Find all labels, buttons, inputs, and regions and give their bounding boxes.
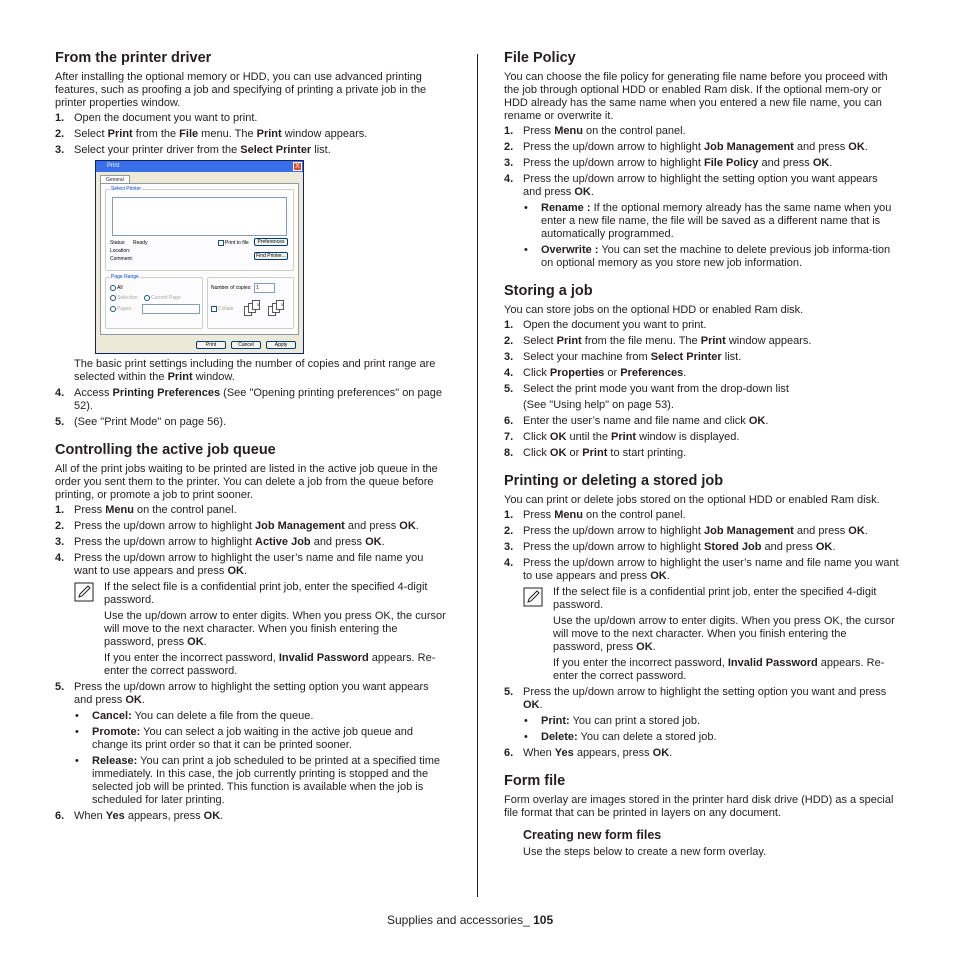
note-paragraph: If you enter the incorrect password, Invalid Password appears. Re-enter the correct password. [104, 652, 436, 677]
step-item: 2. Press the up/down arrow to highlight Job Management and press OK. [55, 520, 419, 532]
step-number: 5. [55, 416, 65, 428]
step-number: 5. [504, 383, 514, 395]
dialog-title: Print [107, 163, 120, 169]
step-item: 4. Press the up/down arrow to highlight the user’s name and file name you want to use appears and press OK. [55, 552, 424, 577]
bullet-icon: • [524, 202, 528, 214]
all-radio[interactable] [110, 285, 116, 291]
printer-driver-steps-2 [55, 387, 447, 429]
dialog-panel [100, 183, 299, 335]
print-button[interactable]: Print [196, 341, 226, 349]
collate-checkbox[interactable] [211, 306, 217, 312]
bullet-icon: • [75, 710, 79, 722]
step-number: 2. [55, 520, 65, 532]
section-title-stored-job: Printing or deleting a stored job [504, 473, 724, 489]
step-number: 4. [55, 552, 65, 564]
location-label: Location: [110, 248, 131, 254]
step-number: 6. [504, 415, 514, 427]
note-paragraph: If the select file is a confidential print job, enter the specified 4-digit password. [553, 586, 877, 611]
step-item: 5. Select the print mode you want from the drop-down list [504, 383, 789, 395]
pages-radio[interactable] [110, 306, 116, 312]
storing-job-step5-sub: (See "Using help" on page 53). [523, 399, 674, 411]
select-printer-group [105, 186, 294, 271]
step-number: 4. [504, 367, 514, 379]
step-item: 4. Press the up/down arrow to highlight the setting option you want appears and press OK. [504, 173, 878, 198]
footer-chapter: Supplies and accessories_ [387, 913, 534, 927]
step-number: 2. [504, 525, 514, 537]
note-paragraph: If the select file is a confidential print job, enter the specified 4-digit password. [104, 581, 428, 606]
bullet-item: • Overwrite : You can set the machine to delete previous job informa-tion on optional memory as you store new job information. [524, 244, 891, 269]
step-item: 7. Click OK until the Print window is displayed. [504, 431, 740, 443]
note-paragraph: Use the up/down arrow to enter digits. When you press OK, the cursor will move to the next character. When you finish entering the password, press OK. [104, 610, 446, 648]
bullet-item: • Promote: You can select a job waiting in the active job queue and change its print order so that it can be printed sooner. [75, 726, 414, 751]
step-number: 3. [55, 536, 65, 548]
step-item: 4. Access Printing Preferences (See "Opening printing preferences" on page 52). [55, 387, 442, 412]
section-title-form-file: Form file [504, 773, 566, 789]
current-page-radio[interactable] [144, 295, 150, 301]
stored-job-step-6 [504, 747, 899, 760]
status-label: Status: [110, 240, 126, 246]
bullet-icon: • [75, 755, 79, 767]
active-job-queue-intro: All of the print jobs waiting to be printed are listed in the active job queue in the order you sent them to the printer. You can delete a job from the queue before printing, or promote a job to print sooner. [55, 463, 438, 501]
stored-job-steps [504, 509, 899, 583]
bullet-icon: • [524, 731, 528, 743]
bullet-icon: • [524, 244, 528, 256]
collate-page: 3 [252, 300, 260, 310]
step-number: 3. [504, 157, 514, 169]
step-number: 3. [55, 144, 65, 156]
file-policy-steps [504, 125, 899, 199]
current-page-label: Current Page [151, 295, 181, 301]
stored-job-step-5 [504, 686, 899, 712]
print-to-file-label: Print to file [225, 240, 249, 246]
step-item: 4. Press the up/down arrow to highlight the user’s name and file name you want to use appears and press OK. [504, 557, 899, 582]
footer-text [387, 913, 553, 928]
step-number: 4. [504, 557, 514, 569]
step-item: 5. Press the up/down arrow to highlight the setting option you want and press OK. [504, 686, 887, 711]
storing-job-intro: You can store jobs on the optional HDD or enabled Ram disk. [504, 304, 804, 316]
copies-input[interactable]: 1 [254, 283, 275, 293]
cancel-button[interactable]: Cancel [231, 341, 261, 349]
pages-label: Pages: [117, 306, 133, 312]
step-item: 3. Select your printer driver from the Select Printer list. [55, 144, 331, 156]
step-item: 2. Select Print from the file menu. The Print window appears. [504, 335, 812, 347]
stored-job-intro: You can print or delete jobs stored on the optional HDD or enabled Ram disk. [504, 494, 880, 506]
active-job-queue-step-6 [55, 810, 447, 823]
bullet-item: • Delete: You can delete a stored job. [524, 731, 717, 743]
page-range-label: Page Range [111, 274, 139, 280]
apply-button[interactable]: Apply [266, 341, 296, 349]
file-policy-options [504, 202, 899, 270]
step-item: 6. Enter the user’s name and file name and click OK. [504, 415, 769, 427]
step-item: 2. Select Print from the File menu. The Print window appears. [55, 128, 368, 140]
bullet-item: • Release: You can print a job scheduled to be printed at a specified time immediately. In this case, the job currently printing is stopped and the selected job will be printed. This function is available when the job is scheduled for later printing. [75, 755, 440, 806]
step-number: 3. [504, 541, 514, 553]
step-item: 4. Click Properties or Preferences. [504, 367, 687, 379]
bullet-item: • Rename : If the optional memory already has the same name when you enter a new file name, the file will be saved as a different name that is automatically programmed. [524, 202, 892, 240]
copies-label: Number of copies: [211, 285, 252, 291]
bullet-icon: • [75, 726, 79, 738]
step-item: 6. When Yes appears, press OK. [504, 747, 673, 759]
section-title-printer-driver: From the printer driver [55, 50, 212, 66]
step-number: 7. [504, 431, 514, 443]
step-item: 2. Press the up/down arrow to highlight Job Management and press OK. [504, 525, 868, 537]
section-title-file-policy: File Policy [504, 50, 576, 66]
form-file-intro: Form overlay are images stored in the printer hard disk drive (HDD) as a special file format that can be printed in layers on any document. [504, 794, 894, 819]
stored-job-options [504, 715, 899, 744]
step-number: 5. [55, 681, 65, 693]
page-range-group [105, 274, 203, 329]
step-number: 6. [55, 810, 65, 822]
active-job-queue-steps [55, 504, 447, 578]
pages-input[interactable] [142, 304, 200, 314]
note-box [504, 586, 899, 683]
step-item: 3. Press the up/down arrow to highlight File Policy and press OK. [504, 157, 833, 169]
storing-job-steps-2 [504, 415, 899, 460]
step-number: 4. [504, 173, 514, 185]
step-item: 2. Press the up/down arrow to highlight Job Management and press OK. [504, 141, 868, 153]
dialog-titlebar [96, 161, 303, 172]
step-item: 3. Press the up/down arrow to highlight Stored Job and press OK. [504, 541, 836, 553]
printer-list[interactable] [112, 197, 287, 236]
active-job-queue-step-5 [55, 681, 447, 707]
selection-label: Selection [117, 295, 138, 301]
step-number: 6. [504, 747, 514, 759]
bullet-item: • Print: You can print a stored job. [524, 715, 700, 727]
left-column [55, 50, 447, 826]
step-number: 4. [55, 387, 65, 399]
step-item: 5. (See "Print Mode" on page 56). [55, 416, 227, 428]
note-paragraph: If you enter the incorrect password, Invalid Password appears. Re-enter the correct password. [553, 657, 885, 682]
preferences-button[interactable]: Preferences [254, 238, 288, 246]
print-to-file-checkbox[interactable] [218, 240, 224, 246]
tab-general[interactable]: General [100, 175, 130, 184]
note-pencil-icon [523, 587, 543, 607]
note-box [55, 581, 447, 678]
step-number: 2. [504, 335, 514, 347]
step-number: 2. [55, 128, 65, 140]
close-icon[interactable]: X [293, 162, 302, 171]
status-value: Ready [133, 240, 148, 246]
step-item: 3. Press the up/down arrow to highlight Active Job and press OK. [55, 536, 385, 548]
right-column [504, 50, 899, 861]
step-item: 6. When Yes appears, press OK. [55, 810, 224, 822]
bullet-icon: • [524, 715, 528, 727]
step-number: 1. [504, 125, 514, 137]
step-item: 3. Select your machine from Select Printer list. [504, 351, 742, 363]
step-number: 5. [504, 686, 514, 698]
dialog-caption: The basic print settings including the number of copies and print range are selected within the Print window. [74, 358, 436, 383]
storing-job-steps [504, 319, 899, 396]
step-number: 2. [504, 141, 514, 153]
note-pencil-icon [74, 582, 94, 602]
note-paragraph: Use the up/down arrow to enter digits. When you press OK, the cursor will move to the next character. When you finish entering the password, press OK. [553, 615, 895, 653]
section-title-active-job-queue: Controlling the active job queue [55, 442, 276, 458]
file-policy-intro: You can choose the file policy for generating file name before you proceed with the job through optional HDD or enabled Ram disk. If the optional mem-ory or HDD already has the same name when you entered a new file name, you can rename or overwrite it. [504, 71, 888, 122]
step-number: 1. [504, 319, 514, 331]
copies-group [207, 277, 294, 329]
step-item: 8. Click OK or Print to start printing. [504, 447, 687, 459]
active-job-queue-options [55, 710, 447, 807]
step-item: 1. Press Menu on the control panel. [55, 504, 237, 516]
printer-driver-steps [55, 112, 447, 157]
step-number: 3. [504, 351, 514, 363]
subsection-title-new-form: Creating new form files [523, 828, 662, 842]
step-item: 5. Press the up/down arrow to highlight the setting option you want appears and press OK. [55, 681, 429, 706]
collate-page: 3 [276, 300, 284, 310]
collate-label: Collate [218, 306, 234, 312]
step-number: 1. [55, 504, 65, 516]
step-number: 1. [55, 112, 65, 124]
step-number: 1. [504, 509, 514, 521]
printer-driver-intro: After installing the optional memory or HDD, you can use advanced printing features, such as proofing a job and specifying of printing a private job in the printer properties window. [55, 71, 427, 109]
bullet-item: • Cancel: You can delete a file from the queue. [75, 710, 314, 722]
step-item: 1. Press Menu on the control panel. [504, 125, 686, 137]
selection-radio[interactable] [110, 295, 116, 301]
section-title-storing-job: Storing a job [504, 283, 593, 299]
comment-label: Comment: [110, 256, 134, 262]
page-number: 105 [533, 913, 554, 927]
step-number: 8. [504, 447, 514, 459]
column-divider [477, 54, 478, 897]
new-form-text: Use the steps below to create a new form overlay. [523, 846, 767, 858]
find-printer-button[interactable]: Find Printer... [254, 252, 288, 260]
print-dialog-screenshot [95, 160, 304, 354]
all-label: All [117, 285, 123, 291]
select-printer-label: Select Printer [111, 186, 142, 192]
step-item: 1. Press Menu on the control panel. [504, 509, 686, 521]
step-item: 1. Open the document you want to print. [55, 112, 258, 124]
step-item: 1. Open the document you want to print. [504, 319, 707, 331]
